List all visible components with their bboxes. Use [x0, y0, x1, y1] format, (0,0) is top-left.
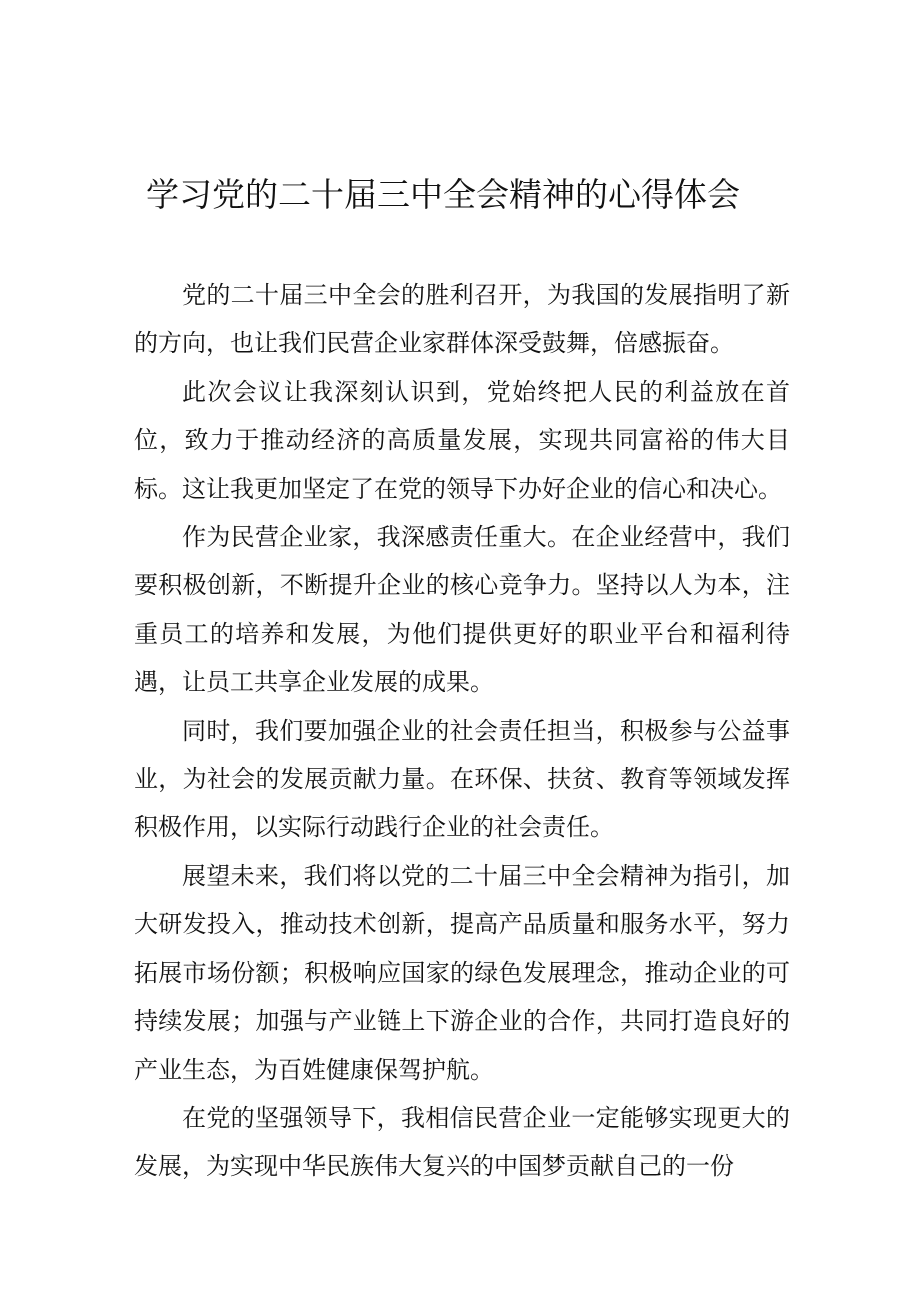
paragraph-1: 党的二十届三中全会的胜利召开，为我国的发展指明了新的方向，也让我们民营企业家群体深受鼓舞，倍感振奋。	[134, 281, 790, 358]
document-body	[134, 271, 790, 1191]
paragraph-4: 同时，我们要加强企业的社会责任担当，积极参与公益事业，为社会的发展贡献力量。在环保、扶贫、教育等领域发挥积极作用，以实际行动践行企业的社会责任。	[134, 716, 790, 842]
paragraph-2: 此次会议让我深刻认识到，党始终把人民的利益放在首位，致力于推动经济的高质量发展，实现共同富裕的伟大目标。这让我更加坚定了在党的领导下办好企业的信心和决心。	[134, 377, 790, 503]
document-title: 学习党的二十届三中全会精神的心得体会	[146, 175, 740, 214]
paragraph-5: 展望未来，我们将以党的二十届三中全会精神为指引，加大研发投入，推动技术创新，提高产品质量和服务水平，努力拓展市场份额；积极响应国家的绿色发展理念，推动企业的可持续发展；加强与产业链上下游企业的合作，共同打造良好的产业生态，为百姓健康保驾护航。	[134, 861, 790, 1084]
paragraph-3: 作为民营企业家，我深感责任重大。在企业经营中，我们要积极创新，不断提升企业的核心竞争力。坚持以人为本，注重员工的培养和发展，为他们提供更好的职业平台和福利待遇，让员工共享企业发展的成果。	[134, 523, 790, 697]
paragraph-6: 在党的坚强领导下，我相信民营企业一定能够实现更大的发展，为实现中华民族伟大复兴的中国梦贡献自己的一份	[134, 1103, 790, 1181]
